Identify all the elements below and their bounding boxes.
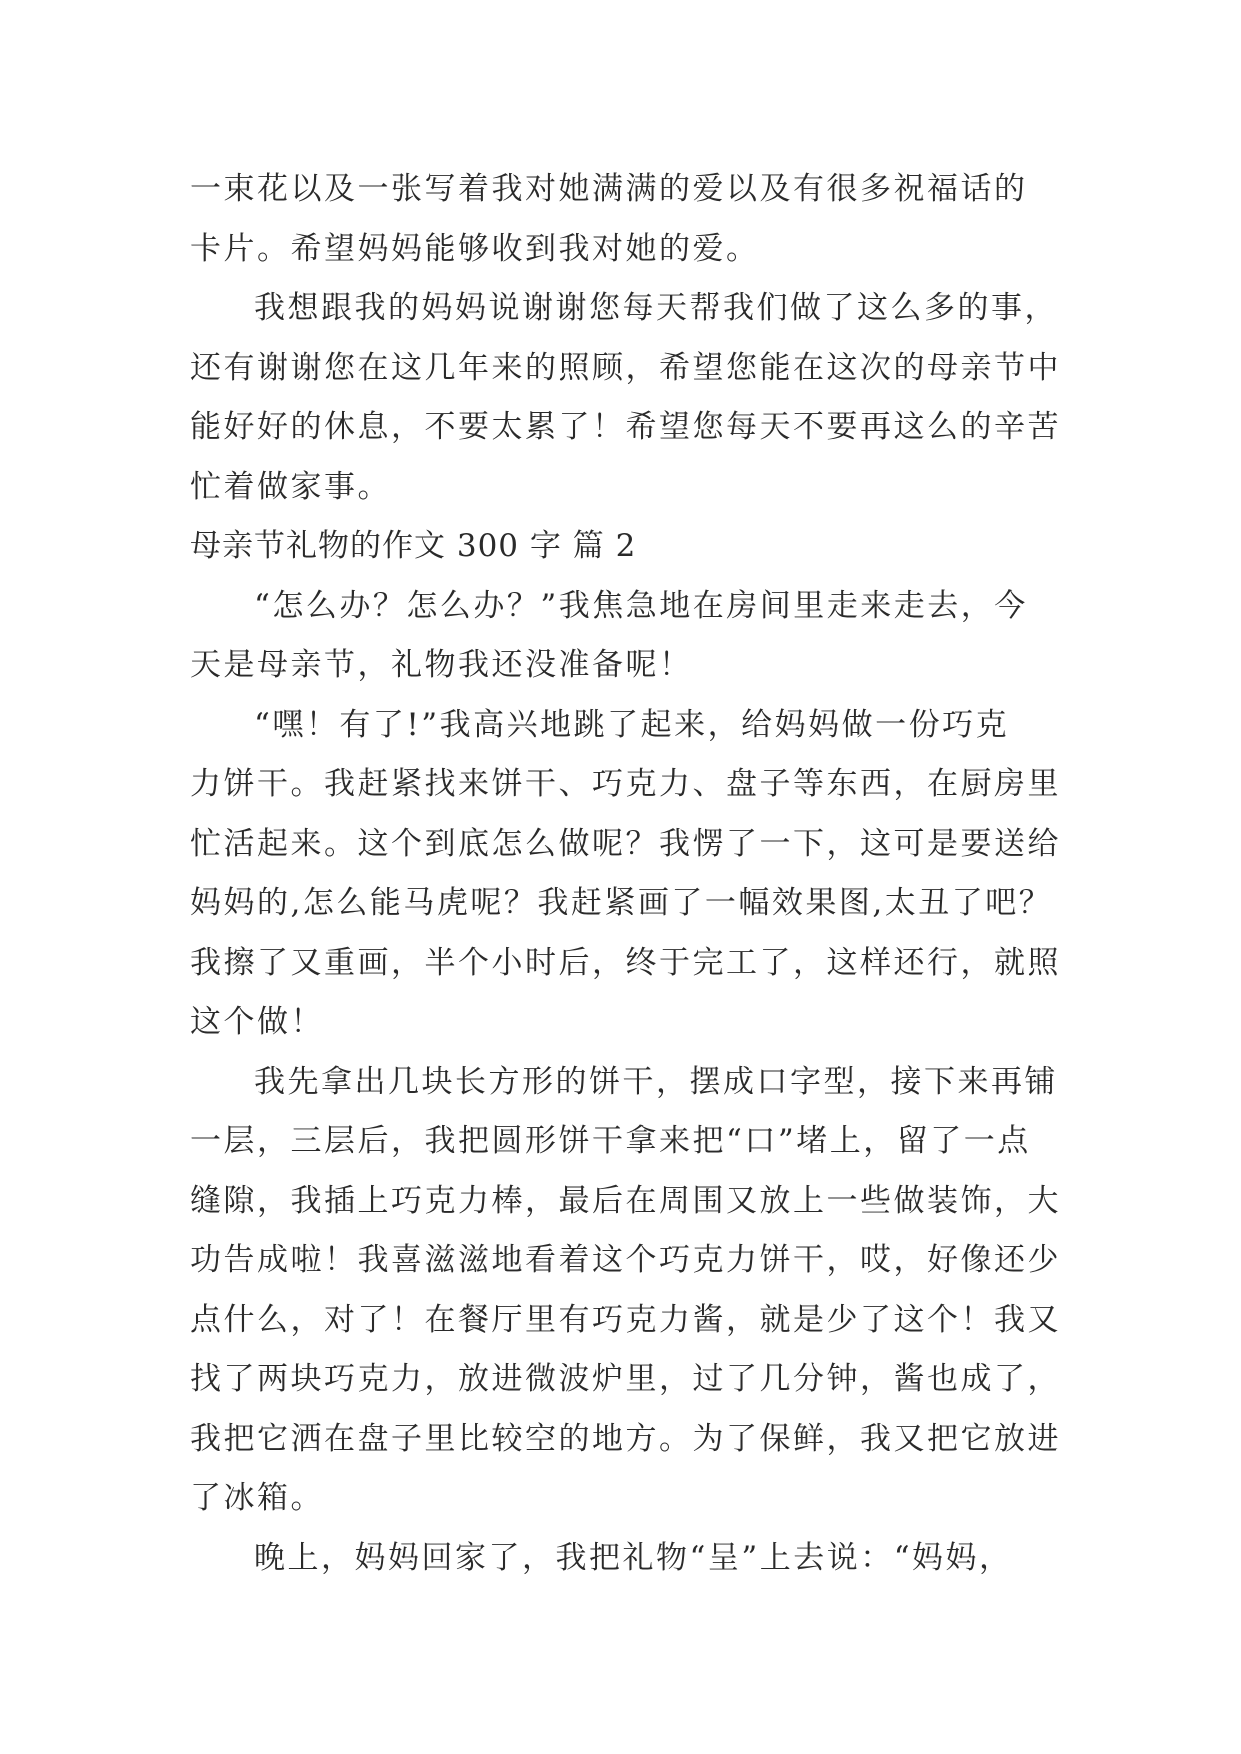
text-line: 能好好的休息，不要太累了！希望您每天不要再这么的辛苦 — [190, 409, 1061, 445]
text-line: 卡片。希望妈妈能够收到我对她的爱。 — [190, 230, 760, 267]
text-line: 妈妈的,怎么能马虎呢？我赶紧画了一幅效果图,太丑了吧？ — [190, 885, 1053, 921]
section-heading: 母亲节礼物的作文 300 字 篇 2 — [190, 528, 637, 564]
text-line: 功告成啦！我喜滋滋地看着这个巧克力饼干，哎，好像还少 — [190, 1242, 1061, 1278]
text-line: 找了两块巧克力，放进微波炉里，过了几分钟，酱也成了， — [190, 1361, 1061, 1397]
text-line: 了冰箱。 — [190, 1480, 324, 1516]
text-line: 忙着做家事。 — [190, 468, 391, 505]
text-line: 忙活起来。这个到底怎么做呢？我愣了一下，这可是要送给 — [190, 825, 1061, 862]
text-line: 我把它洒在盘子里比较空的地方。为了保鲜，我又把它放进 — [190, 1420, 1061, 1457]
text-line: 还有谢谢您在这几年来的照顾，希望您能在这次的母亲节中 — [190, 349, 1061, 386]
text-line: 一束花以及一张写着我对她满满的爱以及有很多祝福话的 — [190, 171, 1028, 207]
paragraph-first-line: “怎么办？怎么办？”我焦急地在房间里走来走去，今 — [254, 587, 1028, 624]
text-line: 点什么，对了！在餐厅里有巧克力酱，就是少了这个！我又 — [190, 1301, 1061, 1338]
paragraph-first-line: “嘿！有了!”我高兴地跳了起来，给妈妈做一份巧克 — [254, 706, 1010, 743]
paragraph-first-line: 我想跟我的妈妈说谢谢您每天帮我们做了这么多的事， — [254, 290, 1058, 326]
paragraph-first-line: 晚上，妈妈回家了，我把礼物“呈”上去说：“妈妈， — [254, 1539, 1013, 1576]
text-line: 这个做！ — [190, 1004, 324, 1040]
essay-body — [190, 160, 1070, 1588]
paragraph-first-line: 我先拿出几块长方形的饼干，摆成口字型，接下来再铺 — [254, 1063, 1058, 1100]
text-line: 一层，三层后，我把圆形饼干拿来把“口”堵上，留了一点 — [190, 1123, 1031, 1159]
text-line: 天是母亲节，礼物我还没准备呢！ — [190, 647, 693, 683]
text-line: 缝隙，我插上巧克力棒，最后在周围又放上一些做装饰，大 — [190, 1182, 1061, 1219]
text-line: 我擦了又重画，半个小时后，终于完工了，这样还行，就照 — [190, 944, 1061, 981]
text-line: 力饼干。我赶紧找来饼干、巧克力、盘子等东西，在厨房里 — [190, 766, 1061, 802]
